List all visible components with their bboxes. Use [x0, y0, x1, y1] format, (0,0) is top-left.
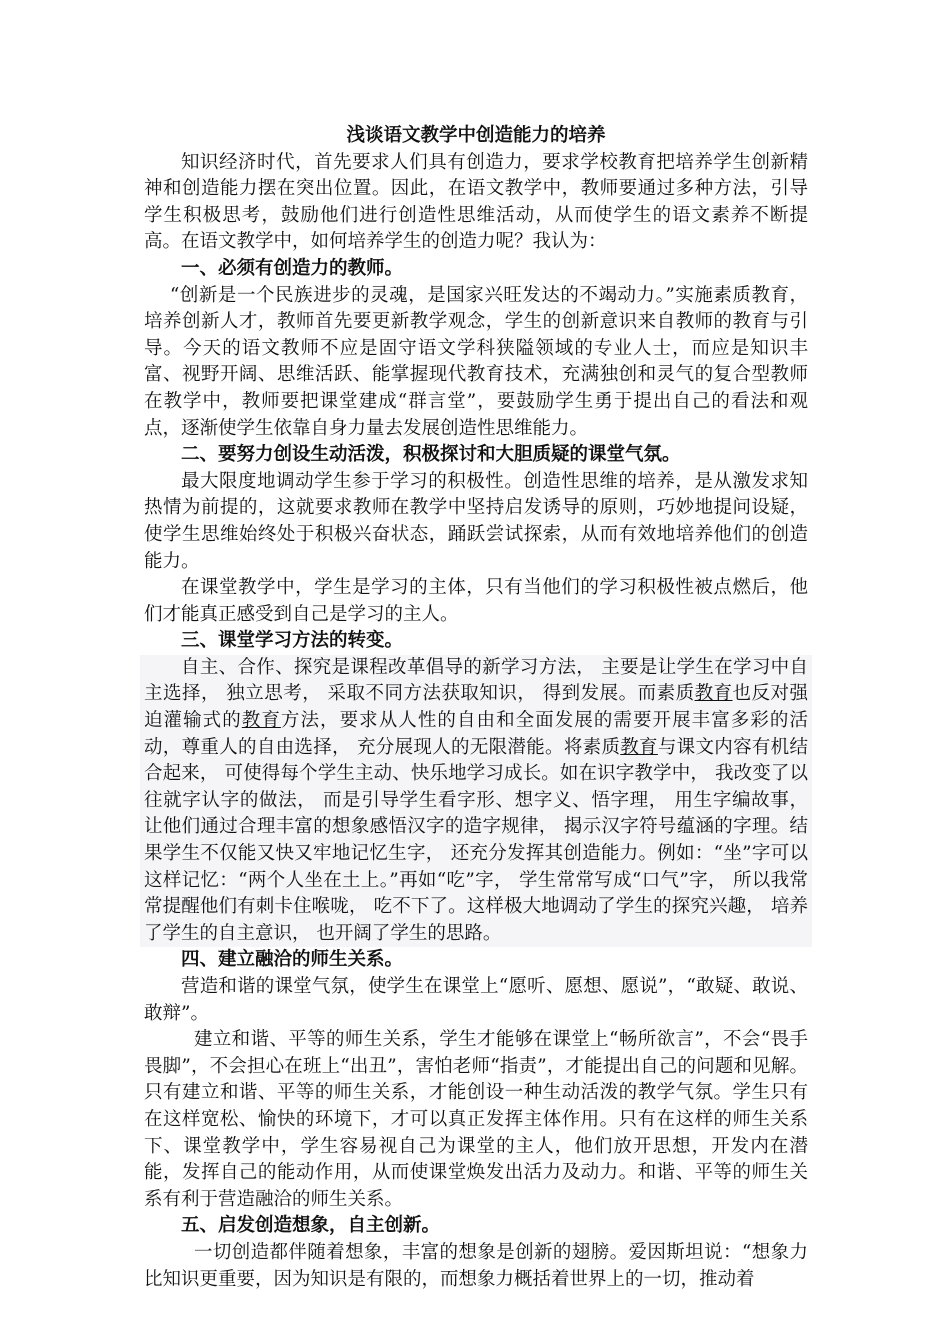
section-2-heading: 二、要努力创设生动活泼，积极探讨和大胆质疑的课堂气氛。 [181, 444, 681, 466]
section-4-paragraph-1: 营造和谐的课堂气氛，使学生在课堂上“愿听、愿想、愿说”，“敢疑、敢说、敢辩”。 [144, 976, 808, 1024]
section-3-text-a: 自主、合作、探究是课程改革倡导的新学习方法， 主要是让学生在学习中自主选择， 独立思考， 采取不同方法获取知识， 得到发展。而素质 [144, 656, 808, 705]
section-5-heading: 五、启发创造想象，自主创新。 [181, 1215, 441, 1237]
section-3-text-b: 也反对强迫灌输式的 [144, 683, 808, 732]
section-3-paragraph [144, 655, 808, 948]
document-title: 浅谈语文教学中创造能力的培养 [346, 125, 606, 146]
section-2-paragraph-1: 最大限度地调动学生参于学习的积极性。创造性思维的培养，是从激发求知热情为前提的，这就要求教师在教学中坚持启发诱导的原则，巧妙地提问设疑，使学生思维始终处于积极兴奋状态，踊跃尝试探索，从而有效地培养他们的创造能力。 [144, 470, 808, 572]
section-3-text-c: 方法，要求从人性的自由和全面发展的需要开展丰富多彩的活动，尊重人的自由选择， 充分展现人的无限潜能。将素质 [144, 710, 808, 758]
underlined-term: 教育 [620, 736, 658, 758]
section-3-text-d: 与课文内容有机结合起来， 可使得每个学生主动、快乐地学习成长。如在识字教学中， 我改变了以往就字认字的做法， 而是引导学生看字形、想字义、悟字理， 用生字编故事， 让他们通过合理丰富的想象感悟汉字的造字规律， 揭示汉字符号蕴涵的字理。结果学生不仅能又快又牢地记忆生字， 还充分发挥其创造能力。例如：“坐”字可以这样记忆：“两个人坐在土上。”再如“吃”字， 学生常常写成“口气”字， 所以我常常提醒他们有刺卡住喉咙， 吃不下了。这样极大地调动了学生的探究兴趣， 培养了学生的自主意识， 也开阔了学生的思路。 [144, 736, 808, 944]
section-3-heading: 三、课堂学习方法的转变。 [181, 630, 404, 652]
section-5-paragraph: 一切创造都伴随着想象，丰富的想象是创新的翅膀。爱因斯坦说：“想象力比知识更重要，因为知识是有限的，而想象力概括着世界上的一切，推动着 [144, 1241, 808, 1290]
section-3-highlight-block [140, 655, 812, 948]
intro-paragraph: 知识经济时代，首先要求人们具有创造力，要求学校教育把培养学生创新精神和创造能力摆在突出位置。因此，在语文教学中，教师要通过多种方法，引导学生积极思考，鼓励他们进行创造性思维活动，从而使学生的语文素养不断提高。在语文教学中，如何培养学生的创造力呢？我认为： [144, 151, 808, 253]
underlined-term: 教育 [694, 683, 733, 705]
section-4-paragraph-2: 建立和谐、平等的师生关系，学生才能够在课堂上“畅所欲言”，不会“畏手畏脚”，不会担心在班上“出丑”，害怕老师“指责”，才能提出自己的问题和见解。只有建立和谐、平等的师生关系，才能创设一种生动活泼的教学气氛。学生只有在这样宽松、愉快的环境下，才可以真正发挥主体作用。只有在这样的师生关系下、课堂教学中，学生容易视自己为课堂的主人，他们放开思想，开发内在潜能，发挥自己的能动作用，从而使课堂焕发出活力及动力。和谐、平等的师生关系有利于营造融洽的师生关系。 [144, 1029, 808, 1210]
section-4-heading: 四、建立融洽的师生关系。 [181, 949, 404, 971]
section-1-heading: 一、必须有创造力的教师。 [181, 257, 404, 279]
underlined-term: 教育 [241, 710, 281, 732]
document-page [144, 123, 808, 1293]
section-2-paragraph-2: 在课堂教学中，学生是学习的主体，只有当他们的学习积极性被点燃后，他们才能真正感受到自己是学习的主人。 [144, 577, 808, 625]
section-1-paragraph: “创新是一个民族进步的灵魂，是国家兴旺发达的不竭动力。”实施素质教育，培养创新人才，教师首先要更新教学观念，学生的创新意识来自教师的教育与引导。今天的语文教师不应是固守语文学科狭隘领域的专业人士，而应是知识丰富、视野开阔、思维活跃、能掌握现代教育技术，充满独创和灵气的复合型教师在教学中，教师要把课堂建成“群言堂”，要鼓励学生勇于提出自己的看法和观点，逐渐使学生依靠自身力量去发展创造性思维能力。 [144, 284, 808, 439]
